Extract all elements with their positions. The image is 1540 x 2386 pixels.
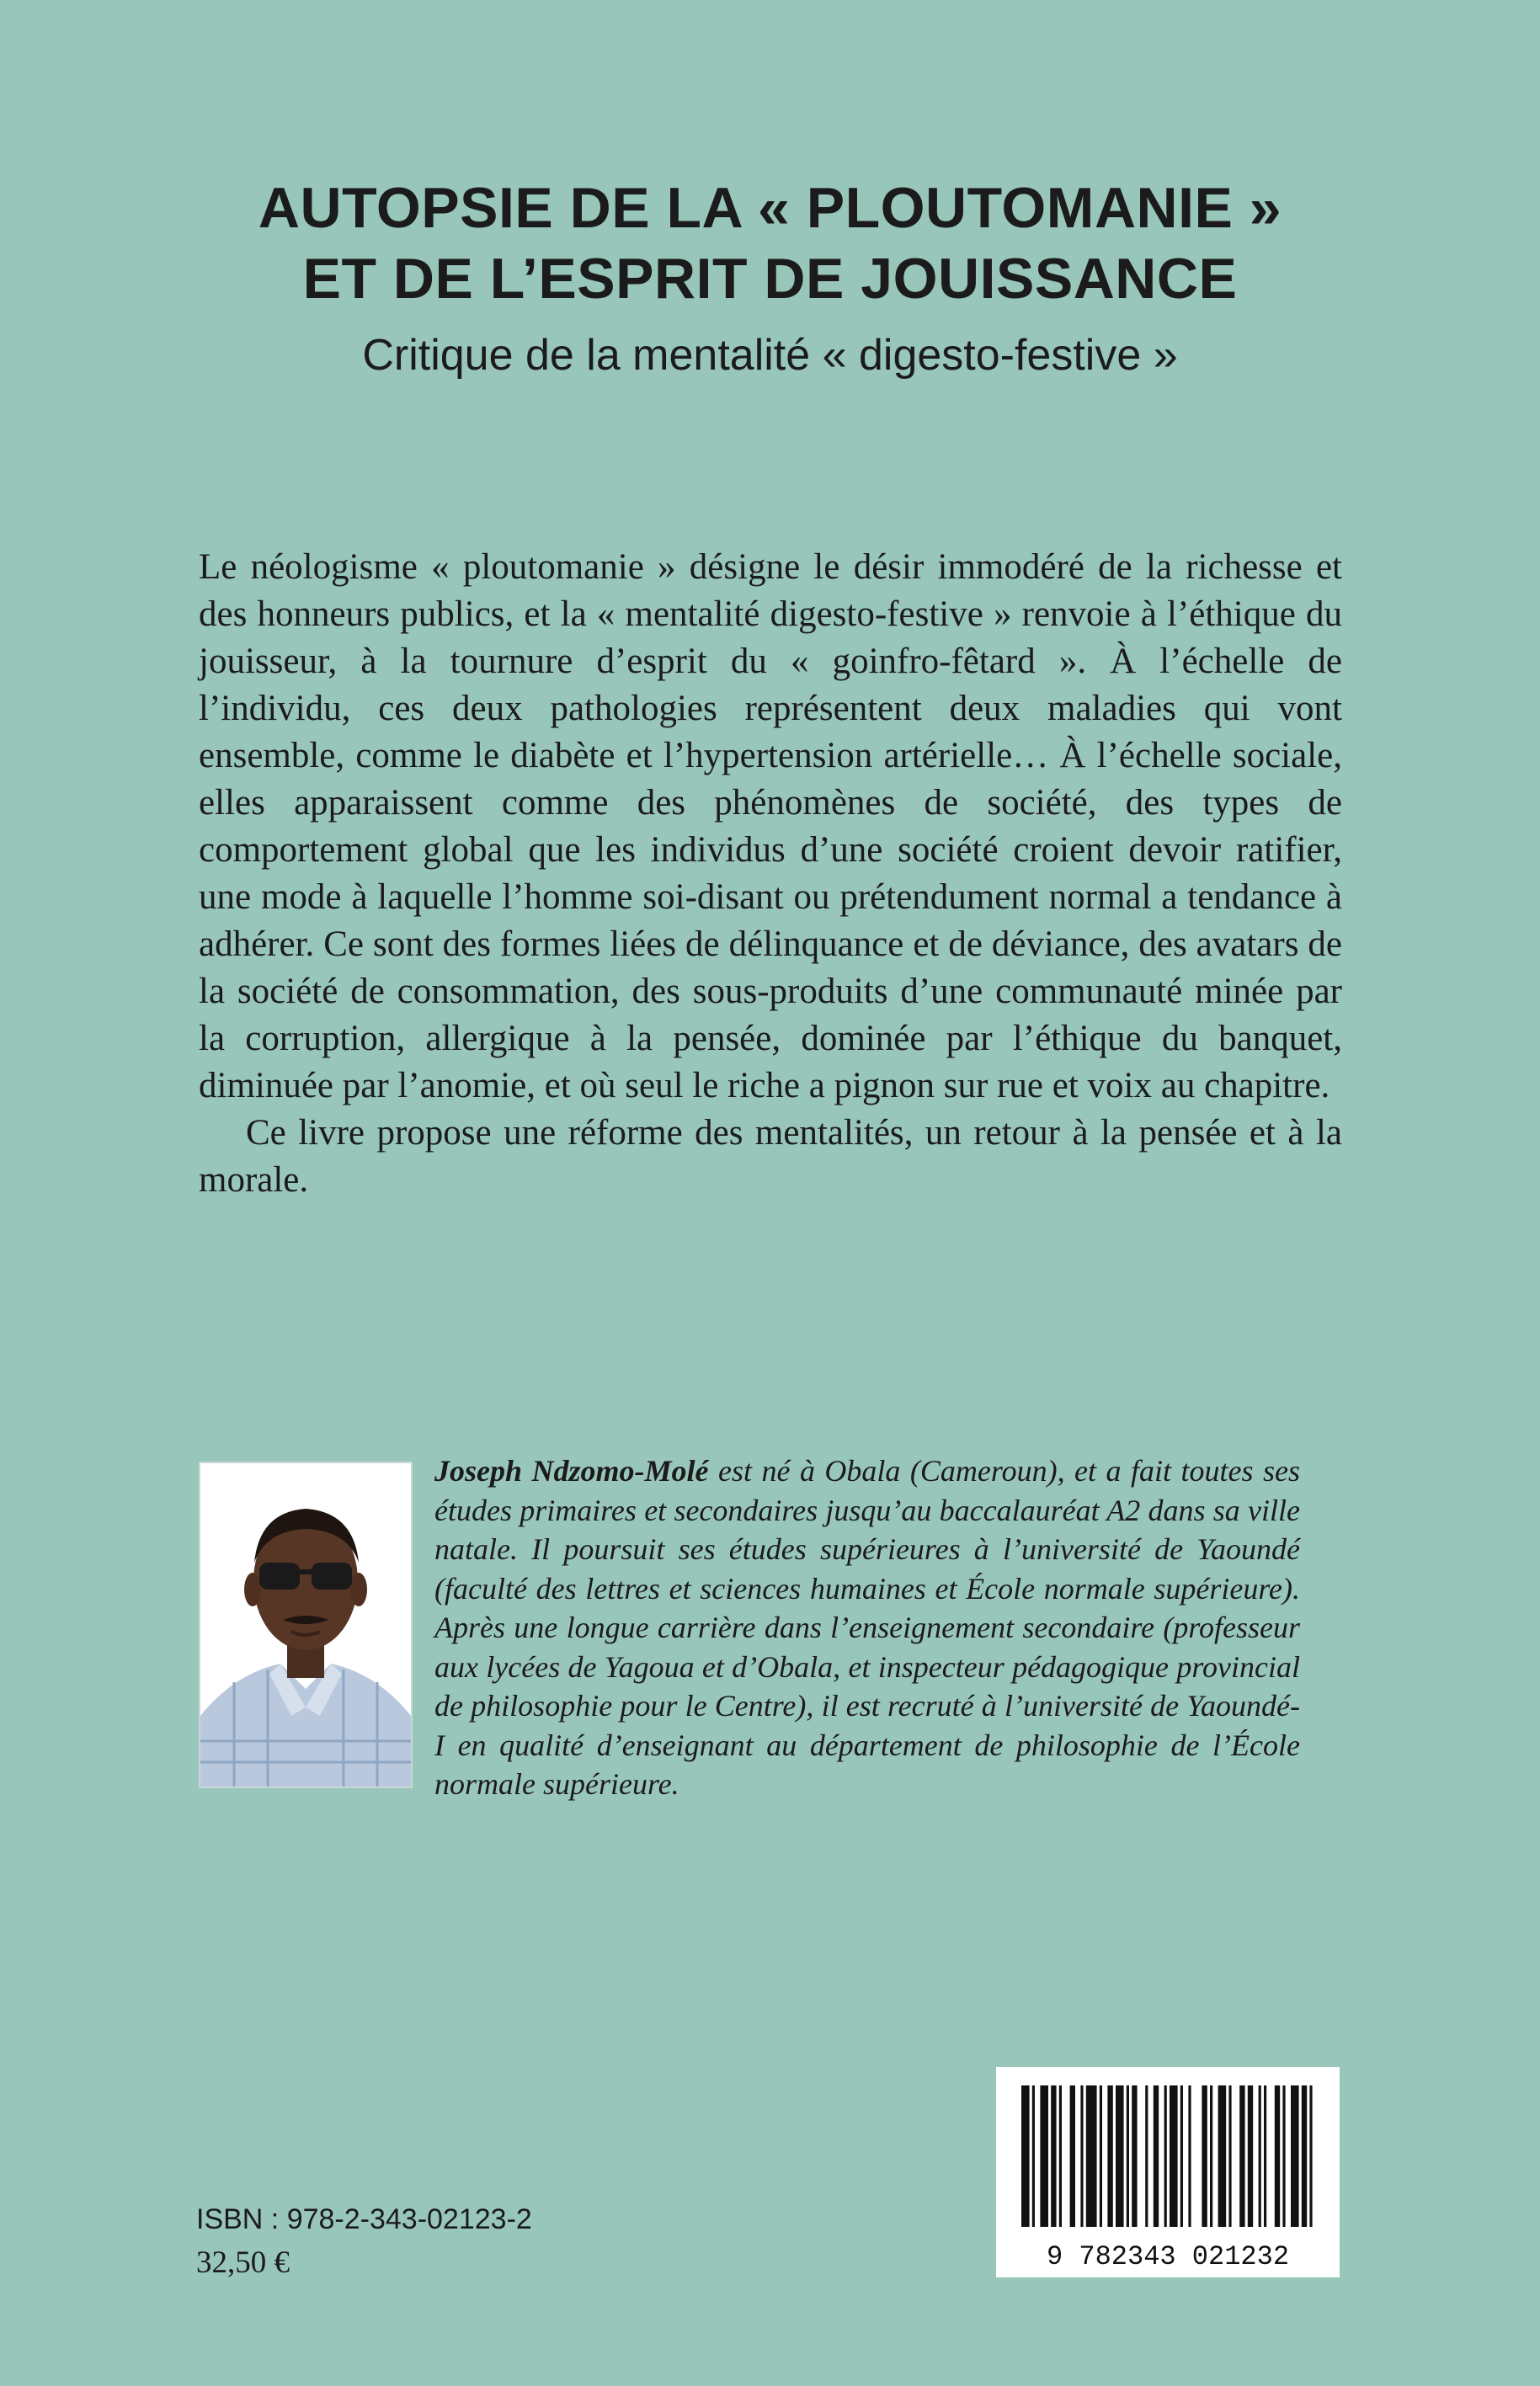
barcode-bar bbox=[1116, 2085, 1124, 2227]
summary-paragraph-1: Le néologisme « ploutomanie » désigne le désir immodéré de la richesse et des honneurs publics, et la « mentalité digesto-festive » renvoie à l’éthique du jouisseur, à la tournure d’esprit du « goinfro-fêtard ». À l’échelle de l’individu, ces deux pathologies représentent deux maladies qui vont ensemble, comme le diabète et l’hypertension artérielle… À l’échelle sociale, elles apparaissent comme des phénomènes de société, des types de comportement global que les individus d’une société croient devoir ratifier, une mode à laquelle l’homme soi-disant ou prétendument normal a tendance à adhérer. Ce sont des formes liées de délinquance et de déviance, des avatars de la société de consommation, des sous-produits d’une communauté minée par la corruption, allergique à la pensée, dominée par l’éthique du banquet, diminuée par l’anomie, et où seul le riche a pignon sur rue et voix au chapitre. bbox=[199, 547, 1342, 1105]
barcode-bar bbox=[1059, 2085, 1062, 2227]
barcode-bar bbox=[1086, 2085, 1097, 2227]
barcode-bar bbox=[1202, 2085, 1207, 2227]
book-subtitle: Critique de la mentalité « digesto-festive » bbox=[362, 331, 1178, 380]
barcode-bar bbox=[1107, 2085, 1112, 2227]
title-block bbox=[0, 173, 1540, 385]
title-line-1: AUTOPSIE DE LA « PLOUTOMANIE » bbox=[258, 176, 1282, 240]
barcode-bar bbox=[1302, 2085, 1307, 2227]
barcode-bar bbox=[1291, 2085, 1299, 2227]
price-label: 32,50 € bbox=[196, 2245, 290, 2280]
author-portrait-image bbox=[200, 1463, 411, 1787]
isbn-barcode bbox=[996, 2067, 1340, 2277]
barcode-bar bbox=[1040, 2085, 1048, 2227]
author-bio bbox=[434, 1451, 1300, 1804]
barcode-bar bbox=[1210, 2085, 1212, 2227]
barcode-bar bbox=[1145, 2085, 1148, 2227]
barcode-bar bbox=[1080, 2085, 1083, 2227]
barcode-bar bbox=[1164, 2085, 1167, 2227]
barcode-bar bbox=[1051, 2085, 1056, 2227]
barcode-image bbox=[996, 2067, 1340, 2277]
barcode-bar bbox=[1070, 2085, 1075, 2227]
barcode-bar bbox=[1248, 2085, 1253, 2227]
barcode-bar bbox=[1180, 2085, 1183, 2227]
barcode-bar bbox=[1275, 2085, 1280, 2227]
barcode-bar bbox=[1264, 2085, 1266, 2227]
barcode-bar bbox=[1132, 2085, 1137, 2227]
barcode-digits: 9 782343 021232 bbox=[1046, 2241, 1290, 2272]
summary-paragraph-2: Ce livre propose une réforme des mentalités, un retour à la pensée et à la morale. bbox=[199, 1113, 1342, 1200]
barcode-bar bbox=[1309, 2085, 1312, 2227]
barcode-bar bbox=[1032, 2085, 1035, 2227]
barcode-bar bbox=[1100, 2085, 1102, 2227]
summary-text bbox=[199, 544, 1342, 1204]
author-bio-text: est né à Obala (Cameroun), et a fait toutes ses études primaires et secondaires jusqu’au baccalauréat A2 dans sa ville natale. Il poursuit ses études supérieures à l’université de Yaoundé (faculté des lettres et sciences humaines et École normale supérieure). Après une longue carrière dans l’enseignement secondaire (professeur aux lycées de Yagoua et d’Obala, et inspecteur pédagogique provincial de philosophie pour le Centre), il est recruté à l’université de Yaoundé-I en qualité d’enseignant au département de philosophie de l’École normale supérieure. bbox=[434, 1454, 1300, 1801]
barcode-bar bbox=[1259, 2085, 1261, 2227]
barcode-bar bbox=[1154, 2085, 1159, 2227]
author-photo bbox=[199, 1462, 413, 1788]
barcode-bar bbox=[1188, 2085, 1191, 2227]
barcode-bar bbox=[1170, 2085, 1178, 2227]
isbn-label: ISBN : 978-2-343-02123-2 bbox=[196, 2203, 532, 2235]
barcode-bar bbox=[1282, 2085, 1285, 2227]
title-line-2: ET DE L’ESPRIT DE JOUISSANCE bbox=[302, 247, 1238, 311]
author-name: Joseph Ndzomo-Molé bbox=[434, 1454, 709, 1488]
barcode-bar bbox=[1021, 2085, 1030, 2227]
book-title bbox=[0, 173, 1540, 314]
barcode-bar bbox=[1127, 2085, 1129, 2227]
barcode-bar bbox=[1218, 2085, 1227, 2227]
barcode-bar bbox=[1228, 2085, 1231, 2227]
barcode-bar bbox=[1239, 2085, 1244, 2227]
